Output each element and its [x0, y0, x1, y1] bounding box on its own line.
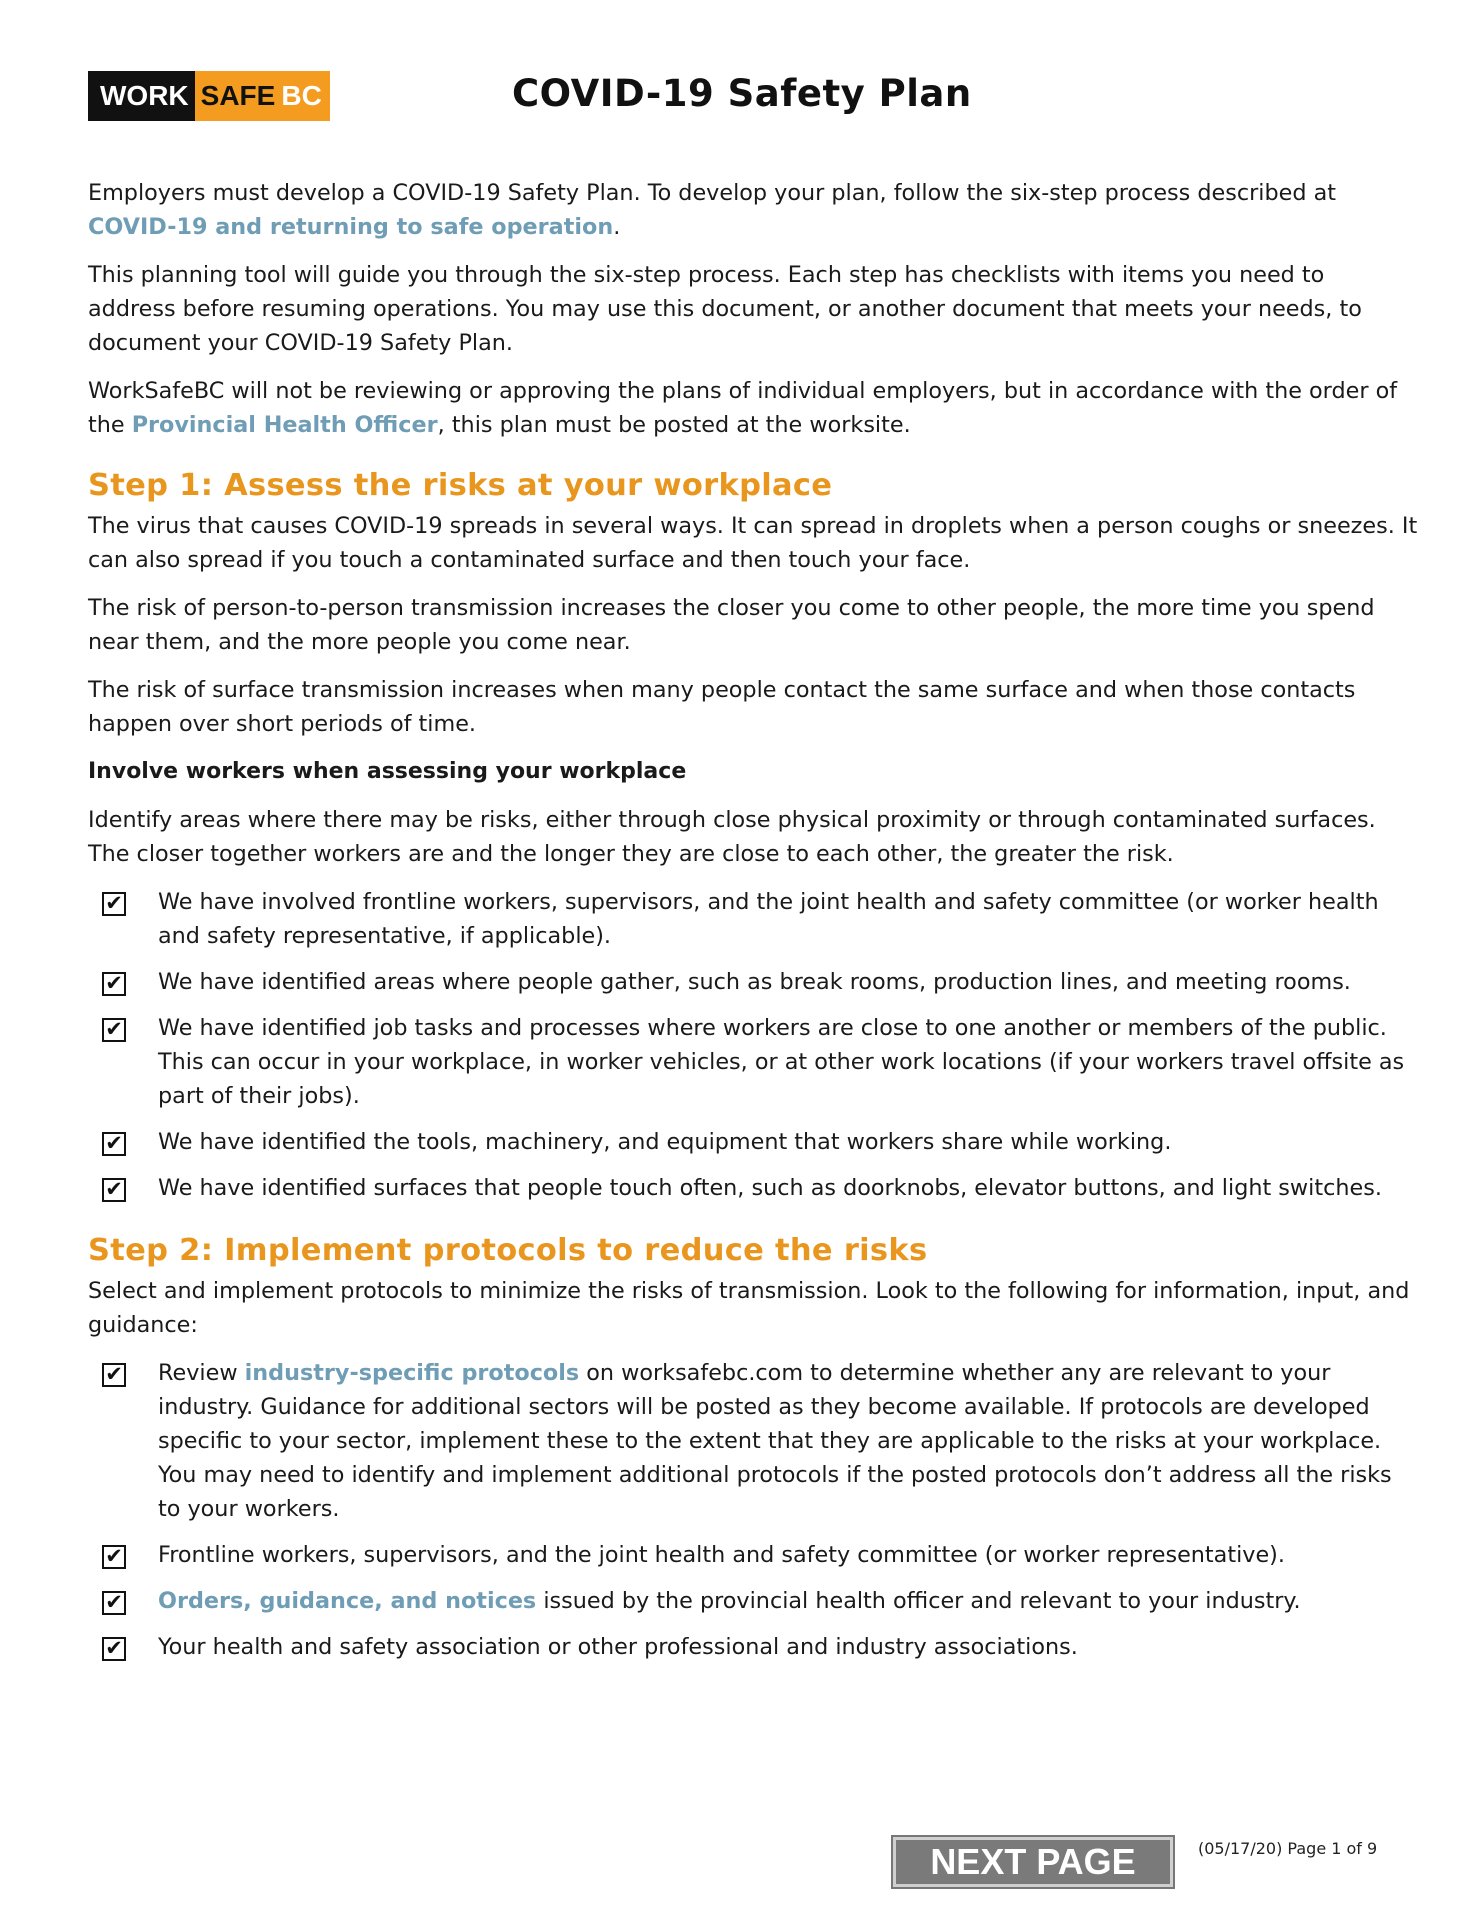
checkbox-checked-icon[interactable]: ✔ [102, 1637, 126, 1661]
next-page-button[interactable]: NEXT PAGE [893, 1837, 1173, 1887]
step1-subheading: Involve workers when assessing your workplace [88, 759, 687, 784]
step2-heading: Step 2: Implement protocols to reduce the risks [88, 1233, 928, 1268]
checkbox-checked-icon[interactable]: ✔ [102, 1018, 126, 1042]
industry-protocols-link[interactable]: industry-specific protocols [244, 1360, 580, 1386]
covid-safe-operation-link[interactable]: COVID-19 and returning to safe operation [88, 214, 614, 240]
step1-paragraph-3: The risk of surface transmission increases when many people contact the same surface and when those contacts happen over short periods of time. [88, 677, 1356, 737]
page-footer: (05/17/20) Page 1 of 9 [1198, 1839, 1378, 1858]
checklist-item: ✔ Review industry-specific protocols on worksafebc.com to determine whether any are relevant to your industry. Guidance for additional sectors will be posted as they become available. If protocols are developed specific to your sector, implement these to the extent that they are applicable to the risks at your workplace. You may need to identify and implement additional protocols if the posted protocols don’t address all the risks to your workers. [102, 1356, 1418, 1526]
step1-paragraph-2: The risk of person-to-person transmission increases the closer you come to other people, the more time you spend near them, and the more people you come near. [88, 595, 1375, 655]
logo-safe-text: SAFE [195, 71, 282, 121]
checklist-item: ✔ Frontline workers, supervisors, and the joint health and safety committee (or worker representative). [102, 1538, 1418, 1572]
checkbox-checked-icon[interactable]: ✔ [102, 1591, 126, 1615]
checkbox-checked-icon[interactable]: ✔ [102, 1178, 126, 1202]
page-title: COVID-19 Safety Plan [512, 72, 972, 115]
checkbox-checked-icon[interactable]: ✔ [102, 1132, 126, 1156]
checklist-item: ✔ Orders, guidance, and notices issued by the provincial health officer and relevant to your industry. [102, 1584, 1418, 1618]
logo-bc-text: BC [281, 71, 329, 121]
logo-work-text: WORK [100, 80, 189, 111]
checklist-item: ✔ Your health and safety association or other professional and industry associations. [102, 1630, 1418, 1664]
checklist-item: ✔ We have identified surfaces that people touch often, such as doorknobs, elevator buttons, and light switches. [102, 1171, 1418, 1205]
orders-guidance-notices-link[interactable]: Orders, guidance, and notices [158, 1588, 537, 1614]
checklist-item: ✔ We have involved frontline workers, supervisors, and the joint health and safety committee (or worker health and safety representative, if applicable). [102, 885, 1418, 953]
step1-checklist [88, 885, 1418, 1205]
checklist-item: ✔ We have identified areas where people gather, such as break rooms, production lines, and meeting rooms. [102, 965, 1418, 999]
step1-paragraph-4: Identify areas where there may be risks, either through close physical proximity or through contaminated surfaces. The closer together workers are and the longer they are close to each other, the greater the risk. [88, 807, 1376, 867]
provincial-health-officer-link[interactable]: Provincial Health Officer [131, 412, 438, 438]
document-body [88, 176, 1418, 1676]
checkbox-checked-icon[interactable]: ✔ [102, 892, 126, 916]
step1-paragraph-1: The virus that causes COVID-19 spreads in several ways. It can spread in droplets when a person coughs or sneezes. It can also spread if you touch a contaminated surface and then touch your face. [88, 513, 1418, 573]
intro-paragraph-2: This planning tool will guide you through the six-step process. Each step has checklists with items you need to address before resuming operations. You may use this document, or another document that meets your needs, to document your COVID-19 Safety Plan. [88, 262, 1362, 356]
checkbox-checked-icon[interactable]: ✔ [102, 972, 126, 996]
checklist-item: ✔ We have identified the tools, machinery, and equipment that workers share while working. [102, 1125, 1418, 1159]
step2-paragraph-1: Select and implement protocols to minimize the risks of transmission. Look to the following for information, input, and guidance: [88, 1278, 1410, 1338]
checkbox-checked-icon[interactable]: ✔ [102, 1545, 126, 1569]
intro-paragraph-1: Employers must develop a COVID-19 Safety Plan. To develop your plan, follow the six-step process described at COVID-19 and returning to safe operation. [88, 180, 1336, 240]
checkbox-checked-icon[interactable]: ✔ [102, 1363, 126, 1387]
step2-checklist [88, 1356, 1418, 1664]
worksafebc-logo [88, 71, 328, 121]
step1-heading: Step 1: Assess the risks at your workplace [88, 468, 833, 503]
intro-paragraph-3: WorkSafeBC will not be reviewing or approving the plans of individual employers, but in accordance with the order of the Provincial Health Officer, this plan must be posted at the worksite. [88, 378, 1398, 438]
checklist-item: ✔ We have identified job tasks and processes where workers are close to one another or members of the public. This can occur in your workplace, in worker vehicles, or at other work locations (if your workers travel offsite as part of their jobs). [102, 1011, 1418, 1113]
